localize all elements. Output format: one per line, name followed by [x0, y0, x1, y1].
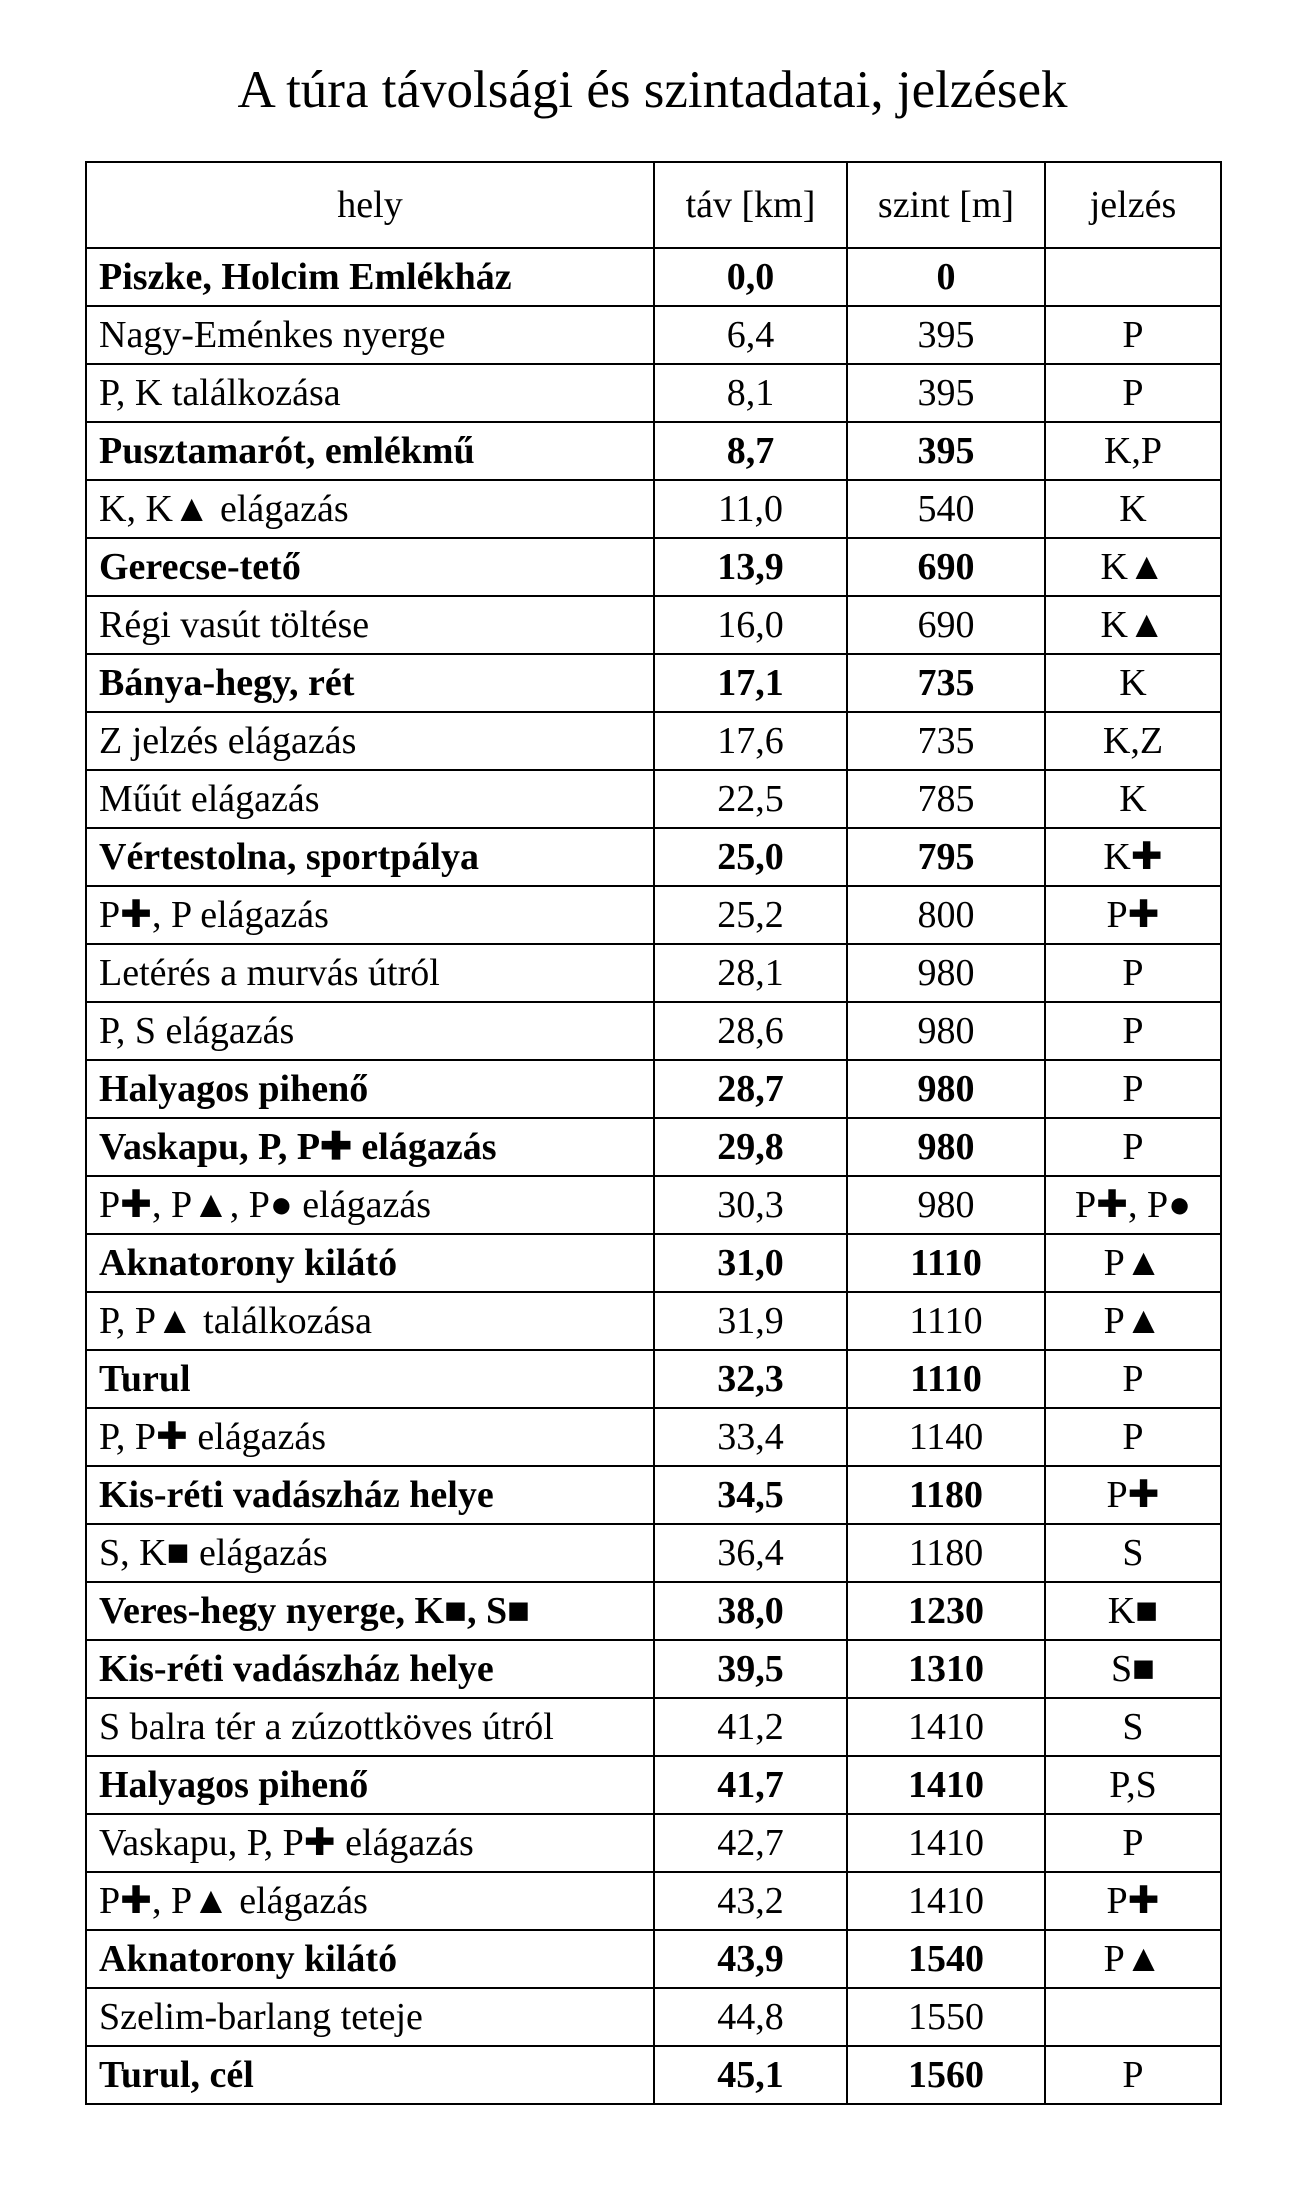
elevation-cell: 1110 — [847, 1234, 1045, 1292]
distance-cell: 8,7 — [654, 422, 847, 480]
marking-cell: S — [1045, 1698, 1221, 1756]
distance-cell: 33,4 — [654, 1408, 847, 1466]
table-row — [86, 1118, 1221, 1176]
distance-cell: 28,7 — [654, 1060, 847, 1118]
table-row — [86, 828, 1221, 886]
table-row — [86, 1350, 1221, 1408]
marking-cell: P — [1045, 1408, 1221, 1466]
distance-cell: 32,3 — [654, 1350, 847, 1408]
marking-cell: K▲ — [1045, 596, 1221, 654]
distance-cell: 16,0 — [654, 596, 847, 654]
place-cell: Kis-réti vadászház helye — [86, 1466, 654, 1524]
distance-cell: 44,8 — [654, 1988, 847, 2046]
table-row — [86, 1756, 1221, 1814]
place-cell: Régi vasút töltése — [86, 596, 654, 654]
elevation-cell: 1550 — [847, 1988, 1045, 2046]
place-cell: S, K■ elágazás — [86, 1524, 654, 1582]
table-row — [86, 1292, 1221, 1350]
distance-cell: 17,1 — [654, 654, 847, 712]
elevation-cell: 1410 — [847, 1872, 1045, 1930]
marking-cell: P✚ — [1045, 1466, 1221, 1524]
table-row — [86, 1582, 1221, 1640]
place-cell: Vaskapu, P, P✚ elágazás — [86, 1118, 654, 1176]
place-cell: P, P▲ találkozása — [86, 1292, 654, 1350]
elevation-cell: 980 — [847, 944, 1045, 1002]
distance-cell: 38,0 — [654, 1582, 847, 1640]
place-cell: Halyagos pihenő — [86, 1756, 654, 1814]
place-cell: P, K találkozása — [86, 364, 654, 422]
place-cell: Gerecse-tető — [86, 538, 654, 596]
table-row — [86, 1698, 1221, 1756]
distance-cell: 22,5 — [654, 770, 847, 828]
distance-cell: 43,2 — [654, 1872, 847, 1930]
place-cell: Műút elágazás — [86, 770, 654, 828]
place-cell: Turul, cél — [86, 2046, 654, 2104]
table-row — [86, 364, 1221, 422]
elevation-cell: 395 — [847, 364, 1045, 422]
marking-cell: P — [1045, 306, 1221, 364]
elevation-cell: 795 — [847, 828, 1045, 886]
distance-cell: 31,9 — [654, 1292, 847, 1350]
place-cell: Nagy-Eménkes nyerge — [86, 306, 654, 364]
elevation-cell: 1110 — [847, 1350, 1045, 1408]
distance-cell: 30,3 — [654, 1176, 847, 1234]
table-row — [86, 1814, 1221, 1872]
marking-cell: K,Z — [1045, 712, 1221, 770]
elevation-cell: 785 — [847, 770, 1045, 828]
table-row — [86, 1872, 1221, 1930]
table-row — [86, 1466, 1221, 1524]
header-elevation: szint [m] — [847, 162, 1045, 248]
elevation-cell: 980 — [847, 1118, 1045, 1176]
marking-cell: S — [1045, 1524, 1221, 1582]
place-cell: Bánya-hegy, rét — [86, 654, 654, 712]
elevation-cell: 540 — [847, 480, 1045, 538]
elevation-cell: 690 — [847, 596, 1045, 654]
marking-cell — [1045, 248, 1221, 306]
elevation-cell: 1540 — [847, 1930, 1045, 1988]
route-table — [85, 161, 1222, 2105]
table-row — [86, 306, 1221, 364]
table-row — [86, 422, 1221, 480]
marking-cell: K■ — [1045, 1582, 1221, 1640]
table-row — [86, 770, 1221, 828]
table-row — [86, 1060, 1221, 1118]
elevation-cell: 800 — [847, 886, 1045, 944]
header-row — [86, 162, 1221, 248]
header-distance: táv [km] — [654, 162, 847, 248]
elevation-cell: 1180 — [847, 1466, 1045, 1524]
marking-cell: P — [1045, 1350, 1221, 1408]
marking-cell: S■ — [1045, 1640, 1221, 1698]
table-row — [86, 1640, 1221, 1698]
elevation-cell: 1310 — [847, 1640, 1045, 1698]
marking-cell: P✚ — [1045, 886, 1221, 944]
place-cell: S balra tér a zúzottköves útról — [86, 1698, 654, 1756]
table-row — [86, 1408, 1221, 1466]
place-cell: Kis-réti vadászház helye — [86, 1640, 654, 1698]
table-row — [86, 1176, 1221, 1234]
elevation-cell: 735 — [847, 654, 1045, 712]
marking-cell: P — [1045, 364, 1221, 422]
elevation-cell: 395 — [847, 422, 1045, 480]
marking-cell — [1045, 1988, 1221, 2046]
place-cell: Pusztamarót, emlékmű — [86, 422, 654, 480]
marking-cell: K✚ — [1045, 828, 1221, 886]
place-cell: Aknatorony kilátó — [86, 1234, 654, 1292]
elevation-cell: 1410 — [847, 1756, 1045, 1814]
distance-cell: 0,0 — [654, 248, 847, 306]
distance-cell: 36,4 — [654, 1524, 847, 1582]
marking-cell: K,P — [1045, 422, 1221, 480]
place-cell: K, K▲ elágazás — [86, 480, 654, 538]
elevation-cell: 395 — [847, 306, 1045, 364]
distance-cell: 34,5 — [654, 1466, 847, 1524]
distance-cell: 28,6 — [654, 1002, 847, 1060]
marking-cell: K▲ — [1045, 538, 1221, 596]
distance-cell: 17,6 — [654, 712, 847, 770]
marking-cell: P — [1045, 944, 1221, 1002]
elevation-cell: 980 — [847, 1002, 1045, 1060]
marking-cell: P✚, P● — [1045, 1176, 1221, 1234]
place-cell: Szelim-barlang teteje — [86, 1988, 654, 2046]
marking-cell: P — [1045, 1060, 1221, 1118]
distance-cell: 8,1 — [654, 364, 847, 422]
place-cell: Veres-hegy nyerge, K■, S■ — [86, 1582, 654, 1640]
table-row — [86, 1002, 1221, 1060]
table-row — [86, 654, 1221, 712]
place-cell: Aknatorony kilátó — [86, 1930, 654, 1988]
distance-cell: 28,1 — [654, 944, 847, 1002]
elevation-cell: 980 — [847, 1060, 1045, 1118]
place-cell: P, S elágazás — [86, 1002, 654, 1060]
page-title: A túra távolsági és szintadatai, jelzések — [237, 61, 1068, 119]
distance-cell: 6,4 — [654, 306, 847, 364]
place-cell: Vértestolna, sportpálya — [86, 828, 654, 886]
table-row — [86, 1988, 1221, 2046]
place-cell: P✚, P elágazás — [86, 886, 654, 944]
distance-cell: 25,0 — [654, 828, 847, 886]
distance-cell: 41,7 — [654, 1756, 847, 1814]
elevation-cell: 1410 — [847, 1698, 1045, 1756]
place-cell: P✚, P▲, P● elágazás — [86, 1176, 654, 1234]
table-row — [86, 596, 1221, 654]
table-row — [86, 248, 1221, 306]
distance-cell: 11,0 — [654, 480, 847, 538]
place-cell: Halyagos pihenő — [86, 1060, 654, 1118]
place-cell: Z jelzés elágazás — [86, 712, 654, 770]
distance-cell: 43,9 — [654, 1930, 847, 1988]
table-row — [86, 538, 1221, 596]
marking-cell: P▲ — [1045, 1930, 1221, 1988]
distance-cell: 31,0 — [654, 1234, 847, 1292]
place-cell: P, P✚ elágazás — [86, 1408, 654, 1466]
table-body — [86, 248, 1221, 2104]
distance-cell: 25,2 — [654, 886, 847, 944]
elevation-cell: 1110 — [847, 1292, 1045, 1350]
table-row — [86, 480, 1221, 538]
header-marking: jelzés — [1045, 162, 1221, 248]
marking-cell: P▲ — [1045, 1292, 1221, 1350]
place-cell: Letérés a murvás útról — [86, 944, 654, 1002]
marking-cell: P▲ — [1045, 1234, 1221, 1292]
marking-cell: P — [1045, 1118, 1221, 1176]
marking-cell: P — [1045, 1814, 1221, 1872]
elevation-cell: 1140 — [847, 1408, 1045, 1466]
marking-cell: K — [1045, 654, 1221, 712]
table-row — [86, 886, 1221, 944]
elevation-cell: 735 — [847, 712, 1045, 770]
elevation-cell: 0 — [847, 248, 1045, 306]
marking-cell: K — [1045, 480, 1221, 538]
table-row — [86, 944, 1221, 1002]
elevation-cell: 1230 — [847, 1582, 1045, 1640]
elevation-cell: 690 — [847, 538, 1045, 596]
header-place: hely — [86, 162, 654, 248]
marking-cell: K — [1045, 770, 1221, 828]
distance-cell: 39,5 — [654, 1640, 847, 1698]
marking-cell: P,S — [1045, 1756, 1221, 1814]
place-cell: Vaskapu, P, P✚ elágazás — [86, 1814, 654, 1872]
distance-cell: 45,1 — [654, 2046, 847, 2104]
place-cell: Piszke, Holcim Emlékház — [86, 248, 654, 306]
distance-cell: 29,8 — [654, 1118, 847, 1176]
table-row — [86, 1930, 1221, 1988]
table-row — [86, 2046, 1221, 2104]
place-cell: P✚, P▲ elágazás — [86, 1872, 654, 1930]
distance-cell: 13,9 — [654, 538, 847, 596]
distance-cell: 42,7 — [654, 1814, 847, 1872]
table-row — [86, 1524, 1221, 1582]
distance-cell: 41,2 — [654, 1698, 847, 1756]
elevation-cell: 1560 — [847, 2046, 1045, 2104]
elevation-cell: 1410 — [847, 1814, 1045, 1872]
elevation-cell: 1180 — [847, 1524, 1045, 1582]
table-row — [86, 712, 1221, 770]
table-row — [86, 1234, 1221, 1292]
elevation-cell: 980 — [847, 1176, 1045, 1234]
place-cell: Turul — [86, 1350, 654, 1408]
marking-cell: P — [1045, 2046, 1221, 2104]
marking-cell: P✚ — [1045, 1872, 1221, 1930]
marking-cell: P — [1045, 1002, 1221, 1060]
